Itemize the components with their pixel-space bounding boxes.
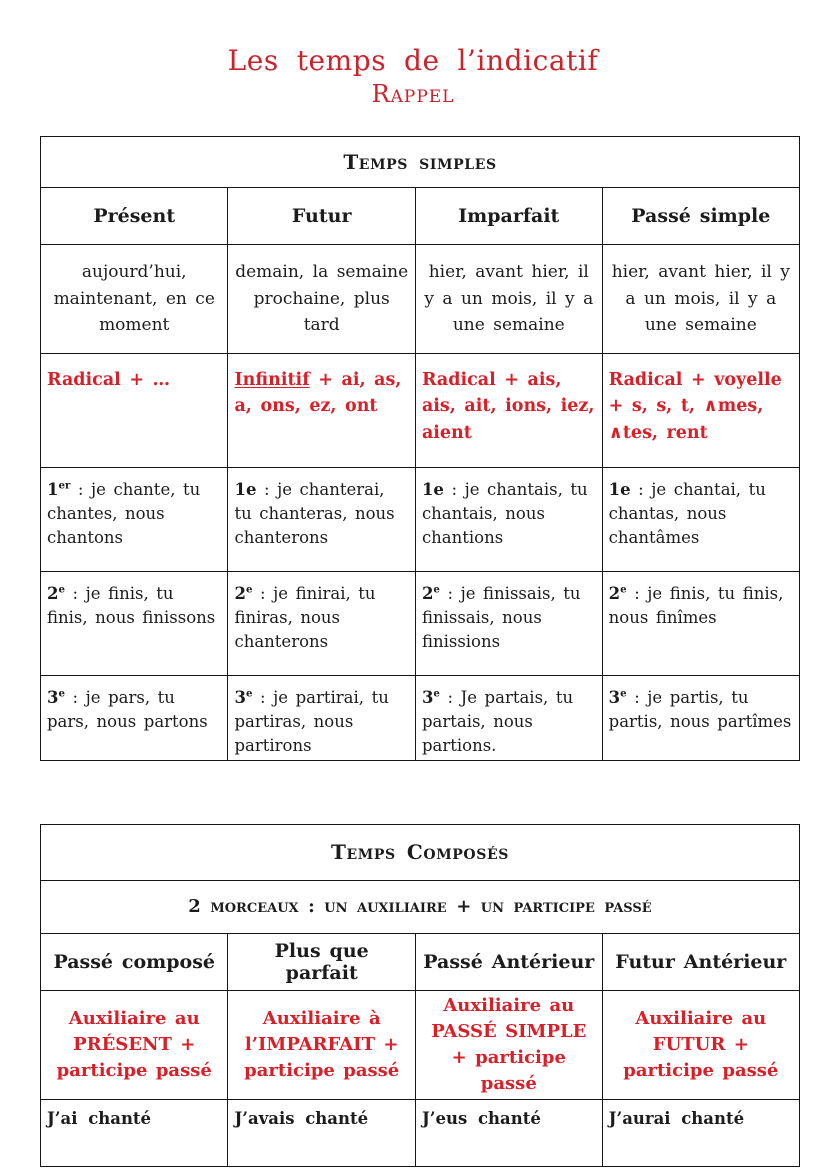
conjugation-text: : je finis, tu finis, nous finîmes xyxy=(608,584,784,627)
group3-row xyxy=(41,676,800,761)
group2-present xyxy=(41,572,228,676)
group-number: 3 xyxy=(234,688,246,707)
temps-simples-header-row xyxy=(41,137,800,188)
temps-simples-header: Temps simples xyxy=(41,137,800,188)
formation-passe-simple xyxy=(602,354,799,468)
formation-passe-anterieur: Auxiliaire au PASSÉ SIMPLE + participe passé xyxy=(415,990,602,1099)
compound-column-header-row xyxy=(41,933,800,990)
example-plus-que-parfait: J’avais chanté xyxy=(228,1100,415,1167)
group-number: 2 xyxy=(608,584,621,603)
group3-futur xyxy=(228,676,415,761)
group2-passe-simple xyxy=(602,572,799,676)
group-ordinal: e xyxy=(58,687,65,700)
formation-text: Radical + … xyxy=(47,370,171,390)
conjugation-text: : je chantais, tu chantais, nous chantions xyxy=(421,480,588,547)
group2-imparfait xyxy=(415,572,602,676)
conjugation-text: : je partis, tu partis, nous partîmes xyxy=(608,688,792,731)
group3-present xyxy=(41,676,228,761)
group-number: 3 xyxy=(608,688,621,707)
compound-examples-row xyxy=(41,1100,800,1167)
time-markers-row xyxy=(41,245,800,354)
formation-futur xyxy=(228,354,415,468)
group-number: 3 xyxy=(47,688,59,707)
group-ordinal: e xyxy=(245,687,253,700)
marker-futur: demain, la semaine prochaine, plus tard xyxy=(228,245,415,354)
column-header-present: Présent xyxy=(41,188,228,245)
group-ordinal: e xyxy=(245,583,253,596)
conjugation-text: : je pars, tu pars, nous partons xyxy=(47,688,208,731)
group-ordinal: e xyxy=(620,583,627,596)
column-header-futur: Futur xyxy=(228,188,415,245)
conjugation-text: : je chantai, tu chantas, nous chantâmes xyxy=(608,480,766,547)
page-subtitle: Rappel xyxy=(371,80,455,108)
example-passe-anterieur: J’eus chanté xyxy=(415,1100,602,1167)
temps-composes-header: Temps Composés xyxy=(41,824,800,880)
group-number: 2 xyxy=(421,584,434,603)
conjugation-text: : je finis, tu finis, nous finissons xyxy=(47,584,216,627)
conjugation-text: : Je partais, tu partais, nous partions. xyxy=(421,688,574,755)
group-number: 2 xyxy=(47,584,59,603)
formation-underlined: Infinitif xyxy=(234,370,310,390)
marker-present: aujourd’hui, maintenant, en ce moment xyxy=(41,245,228,354)
group1-futur xyxy=(228,468,415,572)
example-futur-anterieur: J’aurai chanté xyxy=(602,1100,799,1167)
column-header-imparfait: Imparfait xyxy=(415,188,602,245)
conjugation-text: : je chante, tu chantes, nous chantons xyxy=(47,480,201,547)
temps-simples-table xyxy=(40,136,800,761)
column-header-passe-anterieur: Passé Antérieur xyxy=(415,933,602,990)
formation-passe-compose: Auxiliaire au PRÉSENT + participe passé xyxy=(41,990,228,1099)
conjugation-text: : je finissais, tu finissais, nous finissions xyxy=(421,584,581,651)
formation-imparfait xyxy=(415,354,602,468)
group3-imparfait xyxy=(415,676,602,761)
group1-imparfait xyxy=(415,468,602,572)
group-number: 1e xyxy=(608,480,631,499)
temps-composes-header-row xyxy=(41,824,800,880)
conjugation-text: : je chanterai, tu chanteras, nous chanterons xyxy=(234,480,395,547)
formation-plus-que-parfait: Auxiliaire à l’IMPARFAIT + participe passé xyxy=(228,990,415,1099)
group1-present xyxy=(41,468,228,572)
page-title: Les temps de l’indicatif xyxy=(227,44,599,77)
formation-text: + ai, as, a, ons, ez, ont xyxy=(234,370,402,417)
group-number: 1e xyxy=(234,480,257,499)
group2-row xyxy=(41,572,800,676)
formation-present xyxy=(41,354,228,468)
group-ordinal: er xyxy=(58,479,71,492)
morceaux-subheader: 2 morceaux : un auxiliaire + un participe passé xyxy=(41,880,800,933)
formation-text: Radical + ais, ais, ait, ions, iez, aient xyxy=(421,370,595,443)
group-ordinal: e xyxy=(620,687,627,700)
group2-futur xyxy=(228,572,415,676)
simple-column-header-row xyxy=(41,188,800,245)
temps-composes-table xyxy=(40,824,800,1167)
conjugation-text: : je partirai, tu partiras, nous partirons xyxy=(234,688,389,755)
group-number: 1e xyxy=(421,480,444,499)
formation-futur-anterieur: Auxiliaire au FUTUR + participe passé xyxy=(602,990,799,1099)
marker-imparfait: hier, avant hier, il y a un mois, il y a une semaine xyxy=(415,245,602,354)
marker-passe-simple: hier, avant hier, il y a un mois, il y a une semaine xyxy=(602,245,799,354)
compound-formation-row xyxy=(41,990,800,1099)
morceaux-subheader-row xyxy=(41,880,800,933)
example-passe-compose: J’ai chanté xyxy=(41,1100,228,1167)
simple-formation-row xyxy=(41,354,800,468)
group-ordinal: e xyxy=(433,583,440,596)
conjugation-text: : je finirai, tu finiras, nous chanterons xyxy=(234,584,376,651)
column-header-futur-anterieur: Futur Antérieur xyxy=(602,933,799,990)
group-number: 3 xyxy=(421,688,434,707)
group3-passe-simple xyxy=(602,676,799,761)
group1-passe-simple xyxy=(602,468,799,572)
group-ordinal: e xyxy=(433,687,440,700)
group-number: 2 xyxy=(234,584,246,603)
group-number: 1 xyxy=(47,480,59,499)
column-header-passe-simple: Passé simple xyxy=(602,188,799,245)
group-ordinal: e xyxy=(58,583,65,596)
group1-row xyxy=(41,468,800,572)
column-header-passe-compose: Passé composé xyxy=(41,933,228,990)
formation-text: Radical + voyelle + s, s, t, ∧mes, ∧tes, rent xyxy=(608,370,782,443)
column-header-plus-que-parfait: Plus que parfait xyxy=(228,933,415,990)
